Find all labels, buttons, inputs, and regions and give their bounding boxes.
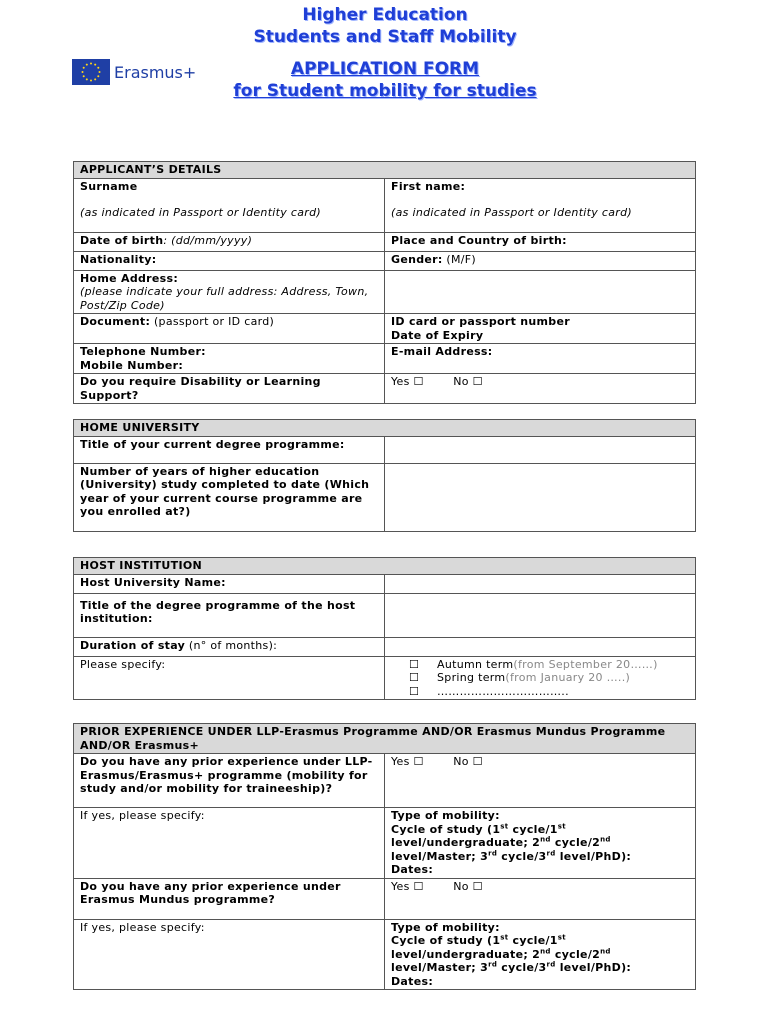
- dob-format: : (dd/mm/yyyy): [163, 233, 253, 247]
- disability-cell: Do you require Disability or Learning Support?: [74, 374, 385, 404]
- telephone-label: Telephone Number:: [80, 345, 206, 358]
- years-of-study-label: Number of years of higher education (University) study completed to date (Which year of your current course programme are you enrolled at?): [74, 463, 385, 531]
- term-option[interactable]: [391, 671, 689, 685]
- place-of-birth-cell[interactable]: Place and Country of birth:: [385, 232, 696, 251]
- logo-text: Erasmus+: [114, 62, 197, 82]
- term-label: ……………………………..: [437, 684, 569, 698]
- first-name-cell[interactable]: [385, 178, 696, 232]
- telephone-cell[interactable]: [74, 344, 385, 374]
- if-yes-label: If yes, please specify:: [74, 919, 385, 990]
- term-option[interactable]: [391, 658, 689, 672]
- host-institution-table: [73, 557, 696, 700]
- home-university-table: [73, 419, 696, 532]
- host-university-label: Host University Name:: [74, 574, 385, 593]
- host-degree-label: Title of the degree programme of the host institution:: [74, 593, 385, 637]
- yes-checkbox[interactable]: Yes ☐: [391, 375, 424, 388]
- section-header: APPLICANT’S DETAILS: [74, 162, 696, 179]
- duration-input[interactable]: [385, 637, 696, 656]
- no-checkbox[interactable]: No ☐: [453, 879, 483, 893]
- gender-label: Gender:: [391, 252, 443, 266]
- checkbox-icon[interactable]: ☐: [409, 671, 420, 684]
- first-name-label: First name:: [391, 179, 466, 193]
- prior-erasmus-options: [385, 754, 696, 808]
- home-address-cell[interactable]: [74, 270, 385, 314]
- gender-options: (M/F): [442, 252, 476, 266]
- first-name-note: (as indicated in Passport or Identity card): [391, 206, 632, 219]
- home-address-label: Home Address:: [80, 271, 179, 285]
- eu-flag-icon: [72, 59, 110, 85]
- term-option[interactable]: [391, 685, 689, 699]
- yes-checkbox[interactable]: Yes ☐: [391, 879, 424, 893]
- expiry-label: Date of Expiry: [391, 328, 484, 342]
- section-header: HOME UNIVERSITY: [74, 420, 696, 437]
- term-label: Autumn term: [437, 657, 514, 671]
- type-of-mobility-label: Type of mobility:: [391, 809, 500, 822]
- prior-mundus-options: [385, 878, 696, 919]
- document-cell[interactable]: [74, 314, 385, 344]
- term-note: (from January 20 …..): [505, 671, 631, 684]
- prior-mundus-question: Do you have any prior experience under Erasmus Mundus programme?: [74, 878, 385, 919]
- dob-label: Date of birth: [80, 233, 164, 247]
- home-address-input[interactable]: [385, 270, 696, 314]
- mobile-label: Mobile Number:: [80, 358, 184, 372]
- id-number-cell[interactable]: [385, 314, 696, 344]
- mobility-details[interactable]: [385, 919, 696, 990]
- cycle-of-study-label: Cycle of study (1st cycle/1st level/undergraduate; 2nd cycle/2nd level/Master; 3rd cycle/3rd level/PhD):: [391, 933, 632, 974]
- term-label: Spring term: [437, 671, 506, 684]
- surname-note: (as indicated in Passport or Identity card): [80, 206, 321, 219]
- host-university-input[interactable]: [385, 574, 696, 593]
- duration-note: (n° of months):: [185, 638, 278, 652]
- checkbox-icon[interactable]: ☐: [409, 657, 420, 671]
- header-line-2: Students and Staff Mobility: [253, 27, 517, 47]
- document-note: (passport or ID card): [150, 315, 275, 328]
- checkbox-icon[interactable]: ☐: [409, 684, 420, 698]
- yes-checkbox[interactable]: Yes ☐: [391, 755, 424, 768]
- duration-cell: [74, 637, 385, 656]
- dates-label: Dates:: [391, 974, 434, 988]
- cycle-of-study-label: Cycle of study (1st cycle/1st level/undergraduate; 2nd cycle/2nd level/Master; 3rd cycle/3rd level/PhD):: [391, 821, 632, 863]
- current-degree-label: Title of your current degree programme:: [74, 436, 385, 463]
- nationality-cell[interactable]: Nationality:: [74, 251, 385, 270]
- surname-label: Surname: [80, 179, 138, 193]
- id-number-label: ID card or passport number: [391, 315, 570, 328]
- term-options: [385, 656, 696, 700]
- mobility-details[interactable]: [385, 808, 696, 879]
- disability-options: [385, 374, 696, 404]
- gender-cell[interactable]: [385, 251, 696, 270]
- erasmus-logo: [72, 58, 196, 86]
- type-of-mobility-label: Type of mobility:: [391, 920, 500, 934]
- document-label: Document:: [80, 315, 151, 328]
- dates-label: Dates:: [391, 863, 434, 876]
- section-header: HOST INSTITUTION: [74, 558, 696, 575]
- if-yes-label: If yes, please specify:: [74, 808, 385, 879]
- prior-experience-table: [73, 723, 696, 990]
- dob-cell[interactable]: [74, 232, 385, 251]
- no-checkbox[interactable]: No ☐: [453, 375, 483, 388]
- form-title: APPLICATION FORM: [290, 59, 480, 79]
- duration-label: Duration of stay: [80, 638, 186, 652]
- please-specify-label: Please specify:: [74, 656, 385, 700]
- home-address-note: (please indicate your full address: Address, Town, Post/Zip Code): [80, 285, 369, 312]
- years-of-study-input[interactable]: [385, 463, 696, 531]
- host-degree-input[interactable]: [385, 593, 696, 637]
- form-subtitle: for Student mobility for studies: [233, 81, 537, 101]
- current-degree-input[interactable]: [385, 436, 696, 463]
- header-line-1: Higher Education: [302, 5, 468, 25]
- surname-cell[interactable]: [74, 178, 385, 232]
- email-cell[interactable]: E-mail Address:: [385, 344, 696, 374]
- section-header: PRIOR EXPERIENCE UNDER LLP-Erasmus Programme AND/OR Erasmus Mundus Programme AND/OR Erasmus+: [74, 724, 696, 754]
- term-note: (from September 20……): [513, 657, 658, 671]
- applicant-details-table: [73, 161, 696, 404]
- prior-erasmus-question: Do you have any prior experience under LLP-Erasmus/Erasmus+ programme (mobility for study and/or mobility for traineeship)?: [74, 754, 385, 808]
- no-checkbox[interactable]: No ☐: [453, 755, 483, 768]
